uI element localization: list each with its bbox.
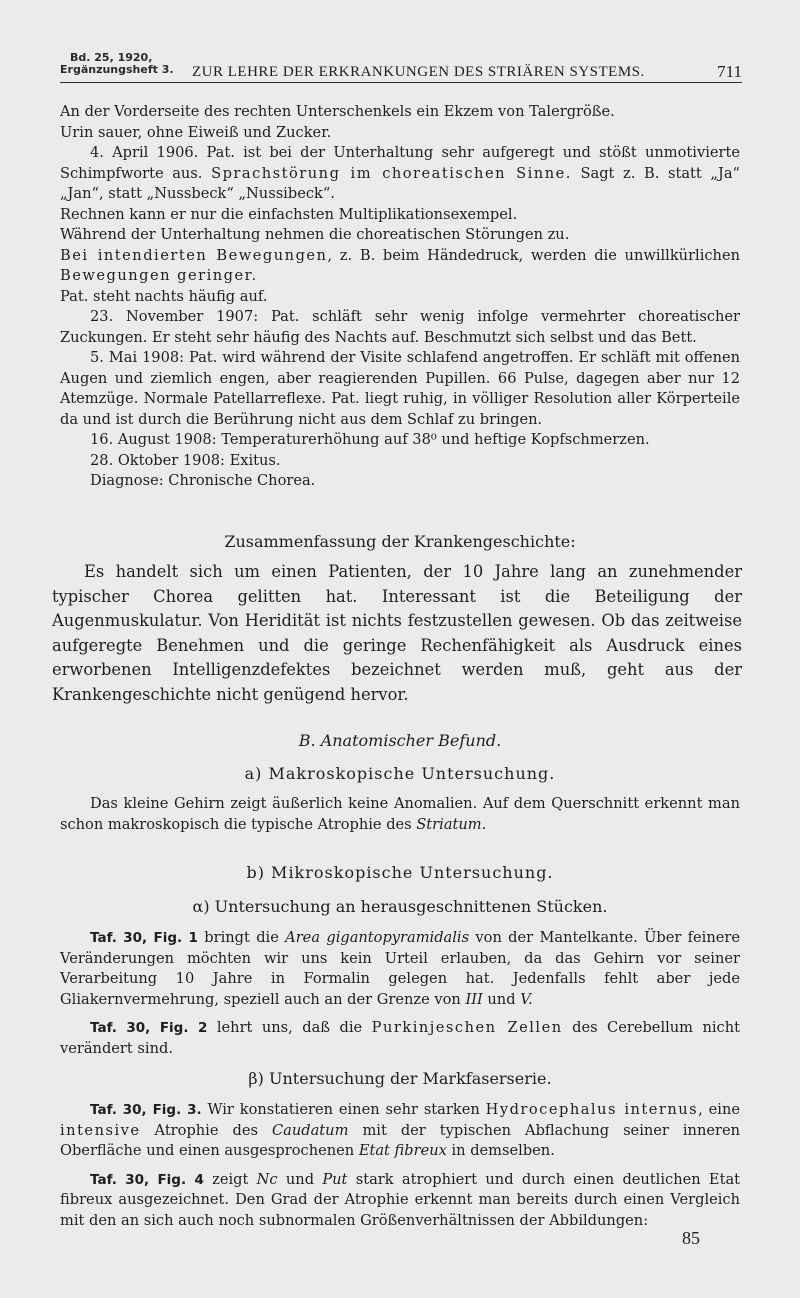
text-span: und	[277, 1170, 323, 1188]
figure-ref: Taf. 30, Fig. 3.	[90, 1102, 202, 1118]
page-number: 711	[717, 62, 742, 81]
figure-paragraph	[60, 1100, 740, 1162]
makro-paragraph	[60, 794, 740, 835]
case-paragraph: Rechnen kann er nur die einfachsten Multiplikationsexempel.	[60, 205, 518, 223]
figure-paragraph	[60, 928, 740, 1010]
spaced-text: Sprachstörung im choreatischen Sinne.	[211, 164, 572, 182]
text-span: Das kleine Gehirn zeigt äußerlich keine Anomalien. Auf dem Querschnitt erkennt man schon makroskopisch die typische Atrophie des	[60, 795, 740, 833]
term: Etat fibreux	[358, 1142, 447, 1159]
term: Caudatum	[272, 1121, 349, 1139]
volume-info	[60, 52, 174, 76]
case-paragraph	[60, 143, 740, 205]
volume-line-1: Bd. 25, 1920,	[70, 51, 153, 64]
text-span: stark atrophiert und durch einen deutlichen Etat fibreux ausgezeichnet. Den Grad der Atrophie erkennt man bereits durch einen Vergleich mit den an sich auch noch subnormalen Größenverhältnissen der Abbildungen:	[60, 1170, 741, 1229]
case-paragraph: 16. August 1908: Temperaturerhöhung auf 38⁰ und heftige Kopfschmerzen.	[90, 431, 650, 448]
text-span: mit der typischen Abflachung seiner inneren Oberfläche und einen ausgesprochenen	[60, 1121, 741, 1159]
running-header	[60, 52, 742, 83]
section-heading-makro: a) Makroskopische Untersuchung.	[244, 764, 556, 783]
figure-ref: Taf. 30, Fig. 4	[90, 1171, 204, 1188]
makro-section	[60, 794, 740, 843]
text-span: , z. B. beim Händedruck, werden die unwillkürlichen	[327, 246, 740, 264]
text-span: von der Mantelkante. Über feinere Veränderungen möchten wir uns kein Urteil erlauben, da das Gehirn vor seiner Verarbeitung 10 Jahre in Formalin gelegen hat. Jedenfalls fehlt aber jede Gliakernvermehrung, speziell auch an der Grenze von	[60, 929, 740, 1008]
term: III	[465, 990, 483, 1008]
term: Put	[322, 1170, 348, 1188]
spaced-text: Bewegungen geringer.	[60, 267, 258, 284]
case-paragraph: 28. Oktober 1908: Exitus.	[90, 451, 281, 469]
section-heading-beta: β) Untersuchung der Markfaserserie.	[248, 1069, 552, 1088]
spaced-text: Hydrocephalus internus	[485, 1101, 699, 1118]
text-span: Wir konstatieren einen sehr starken	[201, 1101, 486, 1118]
case-paragraph	[60, 246, 740, 287]
summary-paragraph: Es handelt sich um einen Patienten, der 10 Jahre lang an zunehmender typischer Chorea gelitten hat. Interessant ist die Beteiligung der Augenmuskulatur. Von Heridität ist nichts festzustellen gewesen. Ob das zeitweise aufgeregte Benehmen und die geringe Rechenfähigkeit als Ausdruck eines erworbenen Intelligenzdefektes bezeichnet werden muß, geht aus der Krankengeschichte nicht genügend hervor.	[52, 562, 742, 704]
section-heading-alpha: α) Untersuchung an herausgeschnittenen Stücken.	[192, 897, 608, 916]
text-span: Sagt z. B. statt „Ja“ „Jan“, statt „Nussbeck“ „Nussibeck“.	[60, 164, 740, 202]
case-paragraph: Diagnose: Chronische Chorea.	[90, 472, 316, 489]
text-span: 4. April 1906. Pat. ist bei der Unterhaltung sehr aufgeregt und stößt unmotivierte Schimpfworte aus.	[60, 144, 740, 182]
text-span: bringt die	[197, 929, 286, 946]
signature-mark: 85	[682, 1228, 700, 1248]
section-heading-mikro: b) Mikroskopische Untersuchung.	[246, 863, 554, 882]
term: Striatum.	[416, 815, 487, 833]
case-paragraph: Während der Unterhaltung nehmen die choreatischen Störungen zu.	[60, 226, 570, 243]
summary-text	[52, 560, 742, 707]
summary-heading: Zusammenfassung der Krankengeschichte:	[224, 532, 576, 551]
text-span: zeigt	[203, 1170, 257, 1188]
figure-paragraph	[60, 1018, 740, 1059]
text-span: und	[482, 990, 521, 1008]
text-span: , eine	[698, 1101, 741, 1118]
text-span: Atrophie des	[140, 1121, 272, 1139]
case-paragraph: 5. Mai 1908: Pat. wird während der Visite schlafend angetroffen. Er schläft mit offenen Augen und ziemlich engen, aber reagierenden Pupillen. 66 Pulse, dagegen aber nur 12 Atemzüge. Normale Patellarreflexe. Pat. liegt ruhig, in völliger Resolution aller Körperteile da und ist durch die Berührung nicht aus dem Schlaf zu bringen.	[60, 349, 740, 428]
mikro-section-alpha	[60, 928, 740, 1067]
mikro-section-beta	[60, 1100, 740, 1239]
figure-ref: Taf. 30, Fig. 2	[90, 1020, 208, 1036]
spaced-text: intensive	[60, 1121, 141, 1139]
term: Nc	[256, 1170, 278, 1188]
case-paragraph: Urin sauer, ohne Eiweiß und Zucker.	[60, 123, 332, 141]
spaced-text: Bei intendierten Bewegungen	[60, 246, 328, 264]
term: Area gigantopyramidalis	[285, 929, 470, 946]
case-paragraph: An der Vorderseite des rechten Unterschenkels ein Ekzem von Talergröße.	[60, 103, 615, 120]
term: V.	[520, 990, 533, 1008]
case-history	[60, 102, 740, 492]
text-span: des Cerebellum nicht verändert sind.	[60, 1019, 740, 1057]
text-span: lehrt uns, daß die	[207, 1019, 372, 1036]
text-span: in demselben.	[446, 1142, 555, 1159]
figure-paragraph	[60, 1170, 740, 1232]
spaced-text: Purkinjeschen Zellen	[371, 1019, 563, 1036]
running-title: ZUR LEHRE DER ERKRANKUNGEN DES STRIÄREN SYSTEMS.	[192, 64, 645, 80]
case-paragraph: Pat. steht nachts häufig auf.	[60, 287, 268, 305]
case-paragraph: 23. November 1907: Pat. schläft sehr wenig infolge vermehrter choreatischer Zuckungen. Er steht sehr häufig des Nachts auf. Beschmutzt sich selbst und das Bett.	[60, 308, 740, 346]
section-heading-b: B. Anatomischer Befund.	[298, 731, 502, 750]
figure-ref: Taf. 30, Fig. 1	[90, 930, 198, 946]
volume-line-2: Ergänzungsheft 3.	[60, 63, 174, 76]
